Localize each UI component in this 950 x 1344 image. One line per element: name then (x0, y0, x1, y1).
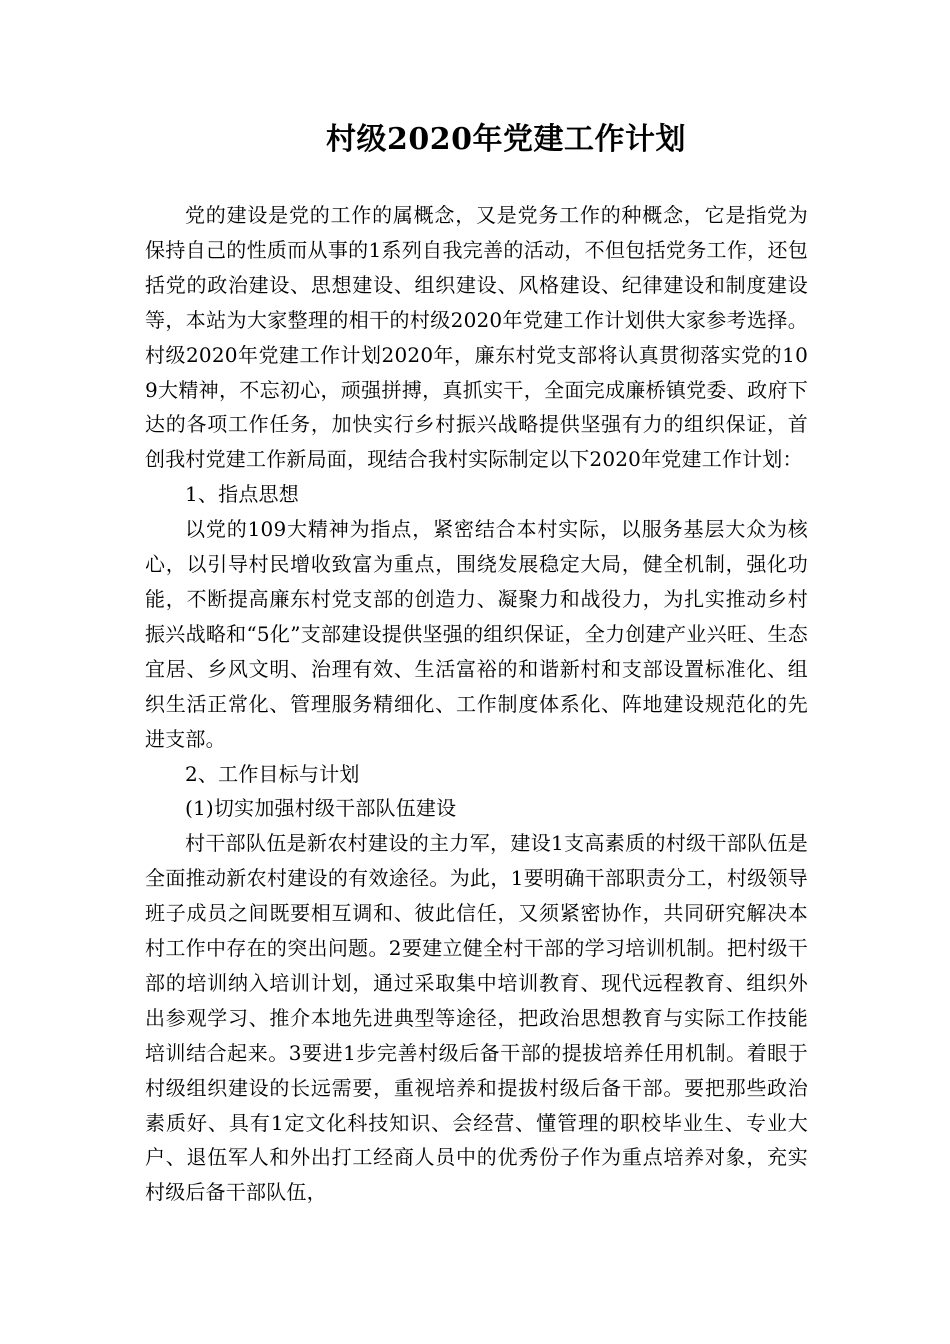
section-1-paragraph: 以党的109大精神为指点，紧密结合本村实际，以服务基层大众为核心，以引导村民增收致富为重点，围绕发展稳定大局，健全机制，强化功能，不断提高廉东村党支部的创造力、凝聚力和战役力，为扎实推动乡村振兴战略和“5化”支部建设提供坚强的组织保证，全力创建产业兴旺、生态宜居、乡风文明、治理有效、生活富裕的和谐新村和支部设置标准化、组织生活正常化、管理服务精细化、工作制度体系化、阵地建设规范化的先进支部。 (145, 517, 808, 751)
intro-paragraph: 党的建设是党的工作的属概念，又是党务工作的种概念，它是指党为保持自己的性质而从事的1系列自我完善的活动，不但包括党务工作，还包括党的政治建设、思想建设、组织建设、风格建设、纪律建设和制度建设等，本站为大家整理的相干的村级2020年党建工作计划供大家参考选择。村级2020年党建工作计划2020年，廉东村党支部将认真贯彻落实党的109大精神，不忘初心，顽强拼搏，真抓实干，全面完成廉桥镇党委、政府下达的各项工作任务，加快实行乡村振兴战略提供坚强有力的组织保证，首创我村党建工作新局面，现结合我村实际制定以下2020年党建工作计划： (145, 203, 808, 472)
document-title: 村级2020年党建工作计划 (326, 122, 686, 157)
subsection-1-heading: (1)切实加强村级干部队伍建设 (185, 796, 457, 821)
section-1-heading: 1、指点思想 (185, 482, 299, 507)
document-body (145, 198, 808, 1210)
subsection-1-paragraph: 村干部队伍是新农村建设的主力军，建设1支高素质的村级干部队伍是全面推动新农村建设的有效途径。为此，1要明确干部职责分工，村级领导班子成员之间既要相互调和、彼此信任，又须紧密协作，共同研究解决本村工作中存在的突出问题。2要建立健全村干部的学习培训机制。把村级干部的培训纳入培训计划，通过采取集中培训教育、现代远程教育、组织外出参观学习、推介本地先进典型等途径，把政治思想教育与实际工作技能培训结合起来。3要进1步完善村级后备干部的提拔培养任用机制。着眼于村级组织建设的长远需要，重视培养和提拔村级后备干部。要把那些政治素质好、具有1定文化科技知识、会经营、懂管理的职校毕业生、专业大户、退伍军人和外出打工经商人员中的优秀份子作为重点培养对象，充实村级后备干部队伍， (145, 831, 808, 1205)
section-2-heading: 2、工作目标与计划 (185, 761, 360, 786)
